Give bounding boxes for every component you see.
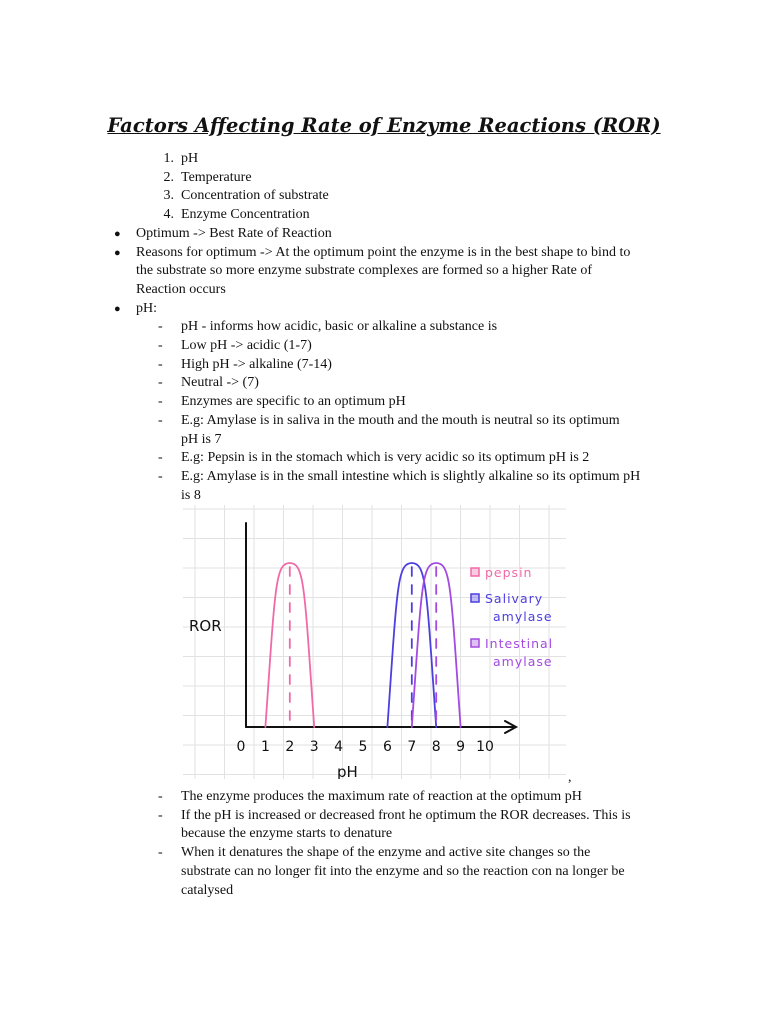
legend-swatch <box>471 568 479 576</box>
list-item: Enzymes are specific to an optimum pH <box>181 394 406 410</box>
bullet-ph: pH: <box>136 300 157 316</box>
dash-marker: - <box>158 412 163 428</box>
x-axis-label: pH <box>337 763 358 779</box>
legend-label: Intestinal amylase <box>485 636 554 669</box>
list-item: catalysed <box>181 882 234 898</box>
dash-marker: - <box>158 450 163 466</box>
list-item: Concentration of substrate <box>181 188 329 204</box>
list-number: 4. <box>163 207 174 223</box>
list-item: pH <box>181 151 199 166</box>
list-number: 1. <box>163 151 174 166</box>
y-axis-label: ROR <box>189 617 222 635</box>
ph-graph-figure <box>183 505 566 779</box>
bullet-reasons-line: Reaction occurs <box>136 281 226 297</box>
list-item: When it denatures the shape of the enzyme and active site changes so the <box>181 845 591 861</box>
legend-swatch <box>471 594 479 602</box>
list-item: Enzyme Concentration <box>181 207 310 223</box>
list-item: pH is 7 <box>181 431 222 447</box>
dash-marker: - <box>158 468 163 484</box>
x-tick-label: 3 <box>309 739 319 755</box>
bullet-reasons-line: the substrate so more enzyme substrate complexes are formed so a higher Rate of <box>136 263 593 279</box>
list-item: because the enzyme starts to denature <box>181 826 393 842</box>
bullet-dot: ● <box>114 227 121 240</box>
trailing-comma: , <box>568 770 572 785</box>
list-item: Low pH -> acidic (1-7) <box>181 338 312 353</box>
bullet-reasons-line: Reasons for optimum -> At the optimum point the enzyme is in the best shape to bind to <box>136 244 631 260</box>
list-item: High pH -> alkaline (7-14) <box>181 356 332 372</box>
dash-marker: - <box>158 375 163 391</box>
list-item: substrate can no longer fit into the enzyme and so the reaction con na longer be <box>181 863 625 879</box>
dash-marker: - <box>158 319 163 335</box>
legend-swatch <box>471 639 479 647</box>
list-item: E.g: Amylase is in saliva in the mouth and the mouth is neutral so its optimum <box>181 412 620 428</box>
x-tick-label: 5 <box>358 739 368 755</box>
list-item: E.g: Pepsin is in the stomach which is very acidic so its optimum pH is 2 <box>181 450 590 466</box>
list-item: If the pH is increased or decreased front he optimum the ROR decreases. This is <box>181 807 631 823</box>
dash-marker: - <box>158 807 163 823</box>
dash-marker: - <box>158 356 163 372</box>
legend-label: Salivary amylase <box>485 591 553 624</box>
x-tick-label: 6 <box>382 739 392 755</box>
x-tick-label: 8 <box>431 739 441 755</box>
x-tick-label: 10 <box>476 739 494 755</box>
x-tick-label: 0 <box>236 739 246 755</box>
x-tick-label: 1 <box>260 739 270 755</box>
list-item: Neutral -> (7) <box>181 375 259 391</box>
dash-marker: - <box>158 338 163 353</box>
legend-label: pepsin <box>485 565 533 580</box>
list-item: pH - informs how acidic, basic or alkaline a substance is <box>181 319 498 335</box>
list-item: Temperature <box>181 169 252 185</box>
list-number: 3. <box>163 188 174 204</box>
page-title: Factors Affecting Rate of Enzyme Reactions (ROR) <box>107 114 661 137</box>
list-item: The enzyme produces the maximum rate of reaction at the optimum pH <box>181 789 582 804</box>
x-tick-label: 4 <box>334 739 344 755</box>
bullet-dot: ● <box>114 302 121 315</box>
x-tick-label: 7 <box>407 739 417 755</box>
x-tick-label: 2 <box>285 739 295 755</box>
bullet-optimum: Optimum -> Best Rate of Reaction <box>136 225 332 241</box>
dash-marker: - <box>158 394 163 410</box>
list-item: E.g: Amylase is in the small intestine which is slightly alkaline so its optimum pH <box>181 468 641 484</box>
dash-marker: - <box>158 845 163 861</box>
dash-marker: - <box>158 789 163 804</box>
bullet-dot: ● <box>114 246 121 259</box>
list-item: is 8 <box>181 487 201 503</box>
list-number: 2. <box>163 169 174 185</box>
x-tick-label: 9 <box>456 739 466 755</box>
